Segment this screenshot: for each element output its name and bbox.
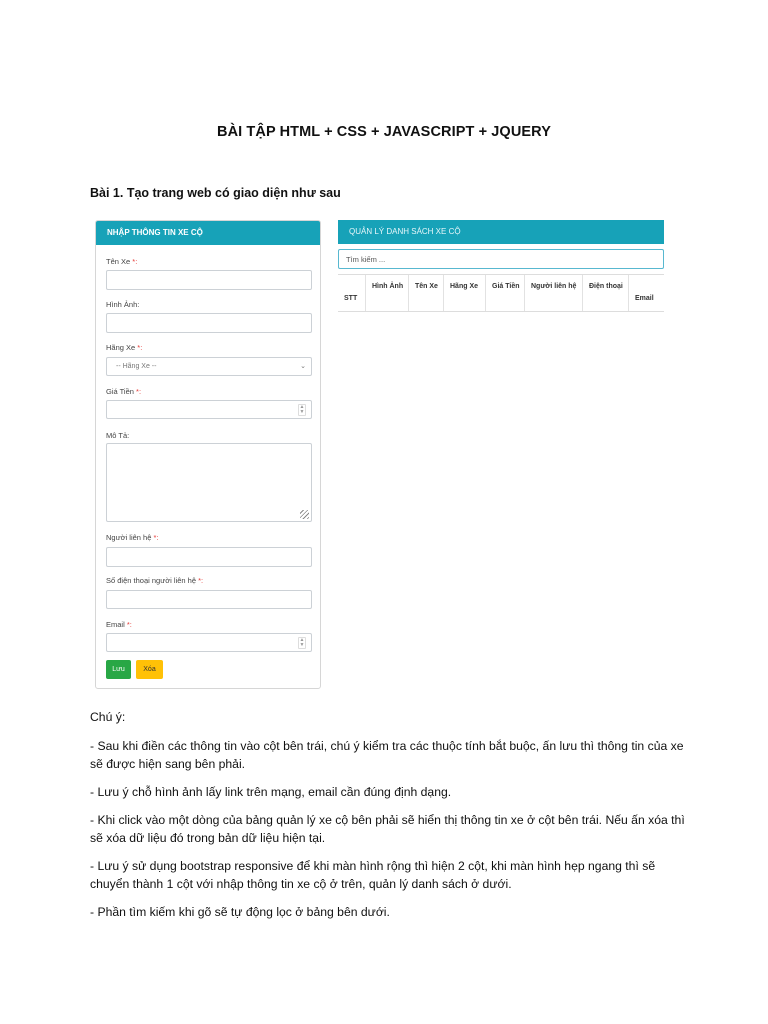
clear-button[interactable]: Xóa	[136, 660, 163, 679]
required-mark: *:	[153, 533, 159, 542]
column-header-price: Giá Tiền	[486, 275, 525, 311]
list-panel-header: QUẢN LÝ DANH SÁCH XE CỘ	[338, 220, 664, 244]
exercise-heading: Bài 1. Tạo trang web có giao diện như sau	[90, 186, 341, 200]
save-button[interactable]: Lưu	[106, 660, 131, 679]
form-panel-header: NHẬP THÔNG TIN XE CỘ	[96, 221, 320, 245]
column-header-email: Email	[635, 295, 654, 302]
column-header-stt: STT	[338, 275, 366, 311]
vehicle-form-panel	[95, 220, 321, 689]
required-mark: *:	[132, 257, 138, 266]
note-item: - Phần tìm kiếm khi gõ sẽ tự động lọc ở bảng bên dưới.	[90, 905, 390, 919]
notes-heading: Chú ý:	[90, 710, 126, 724]
email-input[interactable]	[106, 633, 312, 652]
required-mark: *:	[137, 343, 143, 352]
document-title: BÀI TẬP HTML + CSS + JAVASCRIPT + JQUERY	[217, 124, 551, 140]
phone-label: Số điện thoại người liên hệ *:	[106, 576, 204, 585]
column-header-brand: Hãng Xe	[444, 275, 486, 311]
name-input[interactable]	[106, 270, 312, 290]
note-item: - Sau khi điền các thông tin vào cột bên trái, chú ý kiểm tra các thuộc tính bắt buộc, ấn lưu thì thông tin của xe sẽ được hiện sang bên phải.	[90, 739, 684, 771]
phone-input[interactable]	[106, 590, 312, 609]
name-label: Tên Xe *:	[106, 257, 138, 266]
search-placeholder: Tìm kiếm ...	[346, 255, 386, 264]
vehicle-table	[338, 274, 664, 312]
number-spinner-icon[interactable]: ▲ ▼	[299, 637, 305, 648]
search-input[interactable]	[338, 249, 664, 269]
column-header-contact: Người liên hệ	[525, 275, 583, 311]
price-input[interactable]	[106, 400, 312, 419]
description-label: Mô Tả:	[106, 431, 130, 440]
description-textarea[interactable]	[106, 443, 312, 522]
price-label: Giá Tiền *:	[106, 387, 142, 396]
brand-label: Hãng Xe *:	[106, 343, 143, 352]
notes-section	[90, 708, 690, 921]
column-header-image: Hình Ảnh	[366, 275, 409, 311]
contact-input[interactable]	[106, 547, 312, 567]
brand-select-value: -- Hãng Xe --	[116, 363, 157, 370]
contact-label: Người liên hệ *:	[106, 533, 159, 542]
required-mark: *:	[198, 576, 204, 585]
chevron-down-icon: ⌄	[300, 363, 306, 370]
resize-grip-icon[interactable]	[300, 510, 309, 519]
brand-select[interactable]	[106, 357, 312, 376]
column-header-phone: Điện thoại	[583, 275, 629, 311]
email-label: Email *:	[106, 620, 132, 629]
note-item: - Khi click vào một dòng của bảng quản lý xe cộ bên phải sẽ hiển thị thông tin xe ở cột bên trái. Nếu ấn xóa thì sẽ xóa dữ liệu đó trong bản dữ liệu hiện tại.	[90, 813, 685, 845]
note-item: - Lưu ý chỗ hình ảnh lấy link trên mạng, email cần đúng định dạng.	[90, 785, 452, 799]
number-spinner-icon[interactable]: ▲ ▼	[299, 404, 305, 415]
column-header-name: Tên Xe	[409, 275, 444, 311]
image-label: Hình Ảnh:	[106, 300, 140, 309]
note-item: - Lưu ý sử dụng bootstrap responsive để khi màn hình rộng thì hiện 2 cột, khi màn hình hẹp ngang thì sẽ chuyển thành 1 cột với nhập thông tin xe cộ ở trên, quản lý danh sách ở dưới.	[90, 859, 656, 891]
required-mark: *:	[136, 387, 142, 396]
image-input[interactable]	[106, 313, 312, 333]
required-mark: *:	[126, 620, 132, 629]
